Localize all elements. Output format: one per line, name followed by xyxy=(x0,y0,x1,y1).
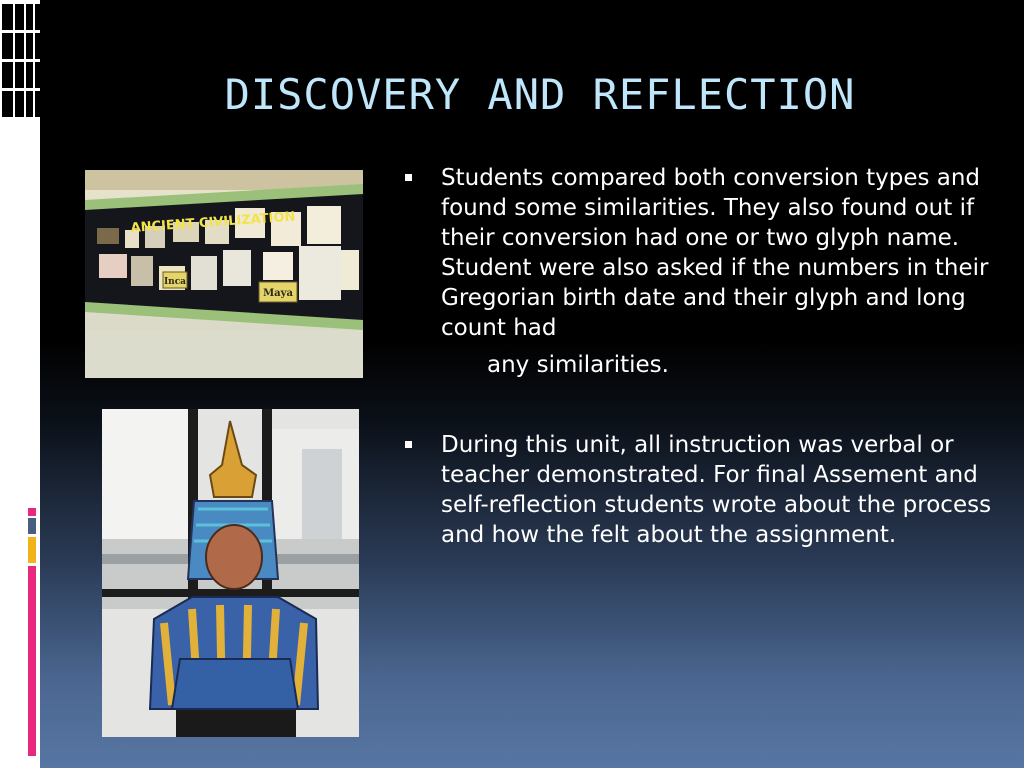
bullet-continuation: any similarities. xyxy=(487,352,669,378)
bullet-item xyxy=(400,430,1000,550)
square-bullet-icon xyxy=(405,174,412,181)
accent-bar-yellow xyxy=(28,537,36,563)
bullet-item xyxy=(400,163,1000,380)
statue-cutout-image xyxy=(102,409,359,737)
accent-bar-pink-long xyxy=(28,566,36,756)
accent-bar-pink xyxy=(28,508,36,516)
bulletin-board-photo xyxy=(85,170,363,378)
bullet-list xyxy=(400,163,1000,550)
statue-cutout-photo xyxy=(102,409,359,737)
banner-ancient-civilization: ANCIENT CIVILIZATION xyxy=(130,209,296,236)
bullet-text: During this unit, all instruction was verbal or teacher demonstrated. For final Assement and self-reflection students wrote about the process and how the felt about the assignment. xyxy=(441,432,992,548)
slide-title: DISCOVERY AND REFLECTION xyxy=(224,70,856,119)
bullet-text: Students compared both conversion types and found some similarities. They also found out if their conversion had one or two glyph name. Student were also asked if the numbers in their Gregorian birth date and their glyph and long count had xyxy=(441,165,989,341)
window-rectangles-icon xyxy=(0,0,40,128)
card-maya: Maya xyxy=(263,288,293,299)
square-bullet-icon xyxy=(405,441,412,448)
accent-bar-slate xyxy=(28,518,36,534)
bulletin-board-image xyxy=(85,170,363,378)
card-inca: Inca xyxy=(163,277,187,287)
